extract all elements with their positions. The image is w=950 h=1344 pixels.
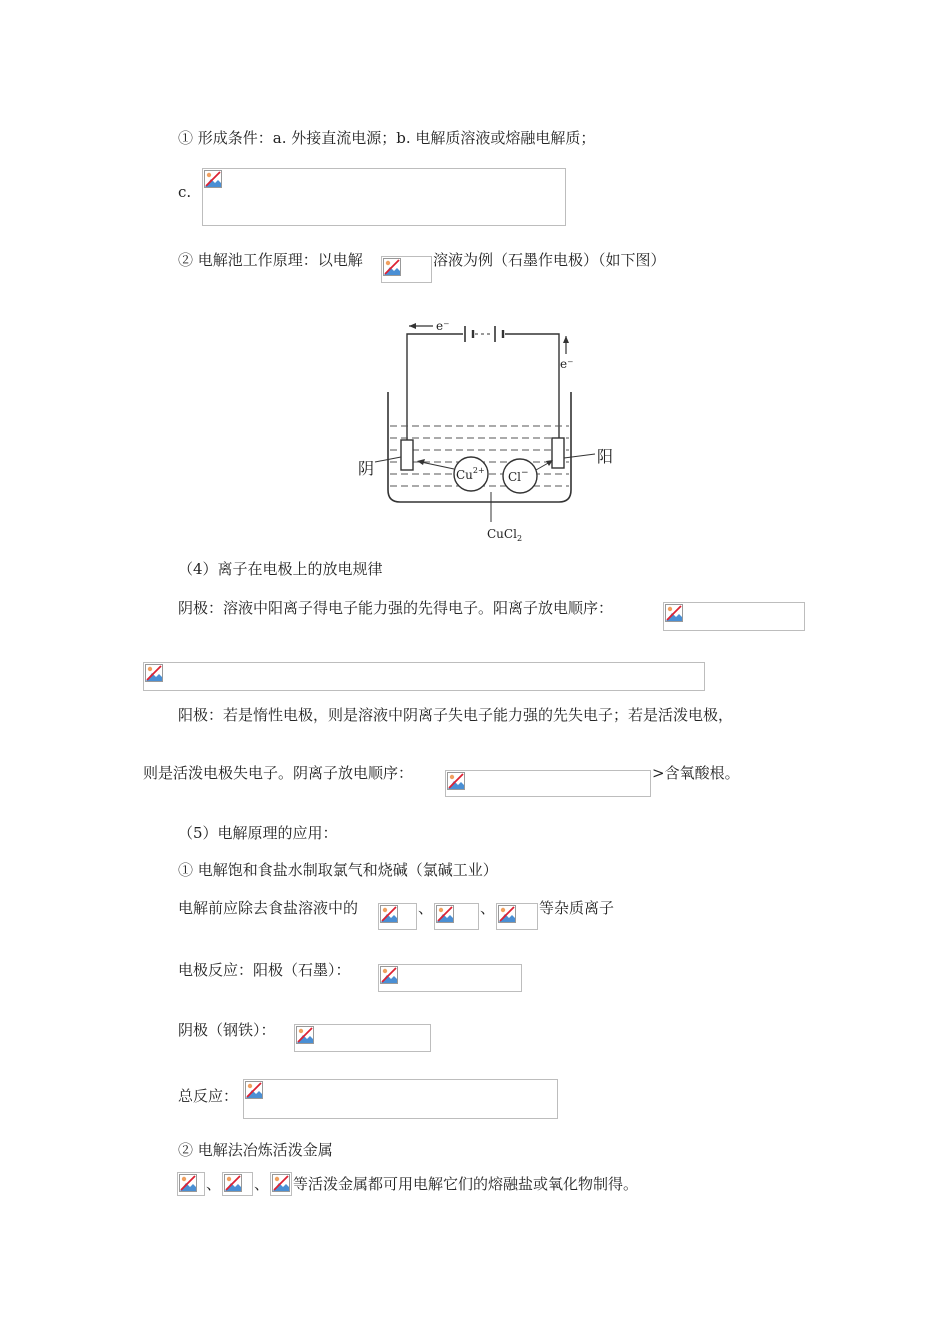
separator: 、 [254, 1175, 270, 1193]
broken-image-icon [447, 772, 465, 790]
cathode-reaction-label: 阴极（钢铁）： [178, 1021, 276, 1039]
image-placeholder [496, 903, 538, 930]
anode-rule-text: 阳极：若是惰性电极，则是溶液中阴离子失电子能力强的先失电子；若是活泼电极， [178, 706, 734, 724]
image-placeholder [445, 770, 651, 797]
broken-image-icon [204, 170, 222, 188]
cathode-rule-text: 阴极：溶液中阳离子得电子能力强的先得电子。阳离子放电顺序： [178, 599, 614, 617]
metallurgy-text: 等活泼金属都可用电解它们的熔融盐或氧化物制得。 [293, 1175, 639, 1193]
impurity-tail: 等杂质离子 [539, 899, 615, 917]
metallurgy-heading: ② 电解法冶炼活泼金属 [178, 1141, 333, 1159]
image-placeholder [378, 964, 522, 992]
image-placeholder [434, 903, 479, 930]
broken-image-icon [296, 1026, 314, 1044]
image-placeholder [663, 602, 805, 631]
broken-image-icon [179, 1174, 197, 1192]
broken-image-icon [245, 1081, 263, 1099]
broken-image-icon [380, 905, 398, 923]
principle-line-end: 溶液为例（石墨作电极）（如下图） [433, 251, 666, 269]
image-placeholder [381, 256, 432, 283]
broken-image-icon [436, 905, 454, 923]
image-placeholder [294, 1024, 431, 1052]
image-placeholder [270, 1172, 292, 1196]
anion-order-tail: >含氧酸根。 [652, 764, 740, 782]
chlor-alkali-heading: ① 电解饱和食盐水制取氯气和烧碱（氯碱工业） [178, 861, 498, 879]
section-5-heading: （5）电解原理的应用： [178, 824, 338, 842]
broken-image-icon [145, 664, 163, 682]
separator: 、 [418, 899, 434, 917]
total-reaction-label: 总反应： [178, 1087, 239, 1105]
broken-image-icon [224, 1174, 242, 1192]
broken-image-icon [665, 604, 683, 622]
broken-image-icon [380, 966, 398, 984]
impurity-text: 电解前应除去食盐溶液中的 [178, 899, 359, 917]
image-placeholder [202, 168, 566, 226]
anion-order-text: 则是活泼电极失电子。阴离子放电顺序： [143, 764, 414, 782]
anion-label: Cl− [508, 468, 529, 484]
anode-reaction-label: 电极反应：阳极（石墨）： [178, 961, 351, 979]
separator: 、 [480, 899, 496, 917]
image-placeholder [143, 662, 705, 691]
condition-c-label: c. [178, 183, 192, 201]
image-placeholder [378, 903, 417, 930]
broken-image-icon [498, 905, 516, 923]
cation-label: $Cu^{2+}$ [456, 466, 485, 482]
anode-label: 阳 [597, 447, 614, 466]
solution-label: CuCl$_2$ [487, 527, 523, 543]
image-placeholder [177, 1172, 205, 1196]
electron-flow-label: e⁻ [560, 357, 574, 371]
condition-line: ① 形成条件：a. 外接直流电源；b. 电解质溶液或熔融电解质； [178, 129, 596, 147]
broken-image-icon [383, 258, 401, 276]
broken-image-icon [272, 1174, 290, 1192]
separator: 、 [206, 1175, 222, 1193]
electrolysis-diagram [355, 312, 625, 544]
image-placeholder [243, 1079, 558, 1119]
section-4-heading: （4）离子在电极上的放电规律 [178, 560, 383, 578]
image-placeholder [222, 1172, 253, 1196]
electron-flow-label: e⁻ [436, 319, 450, 333]
principle-line-start: ② 电解池工作原理：以电解 [178, 251, 363, 269]
cathode-label: 阴 [358, 459, 375, 478]
